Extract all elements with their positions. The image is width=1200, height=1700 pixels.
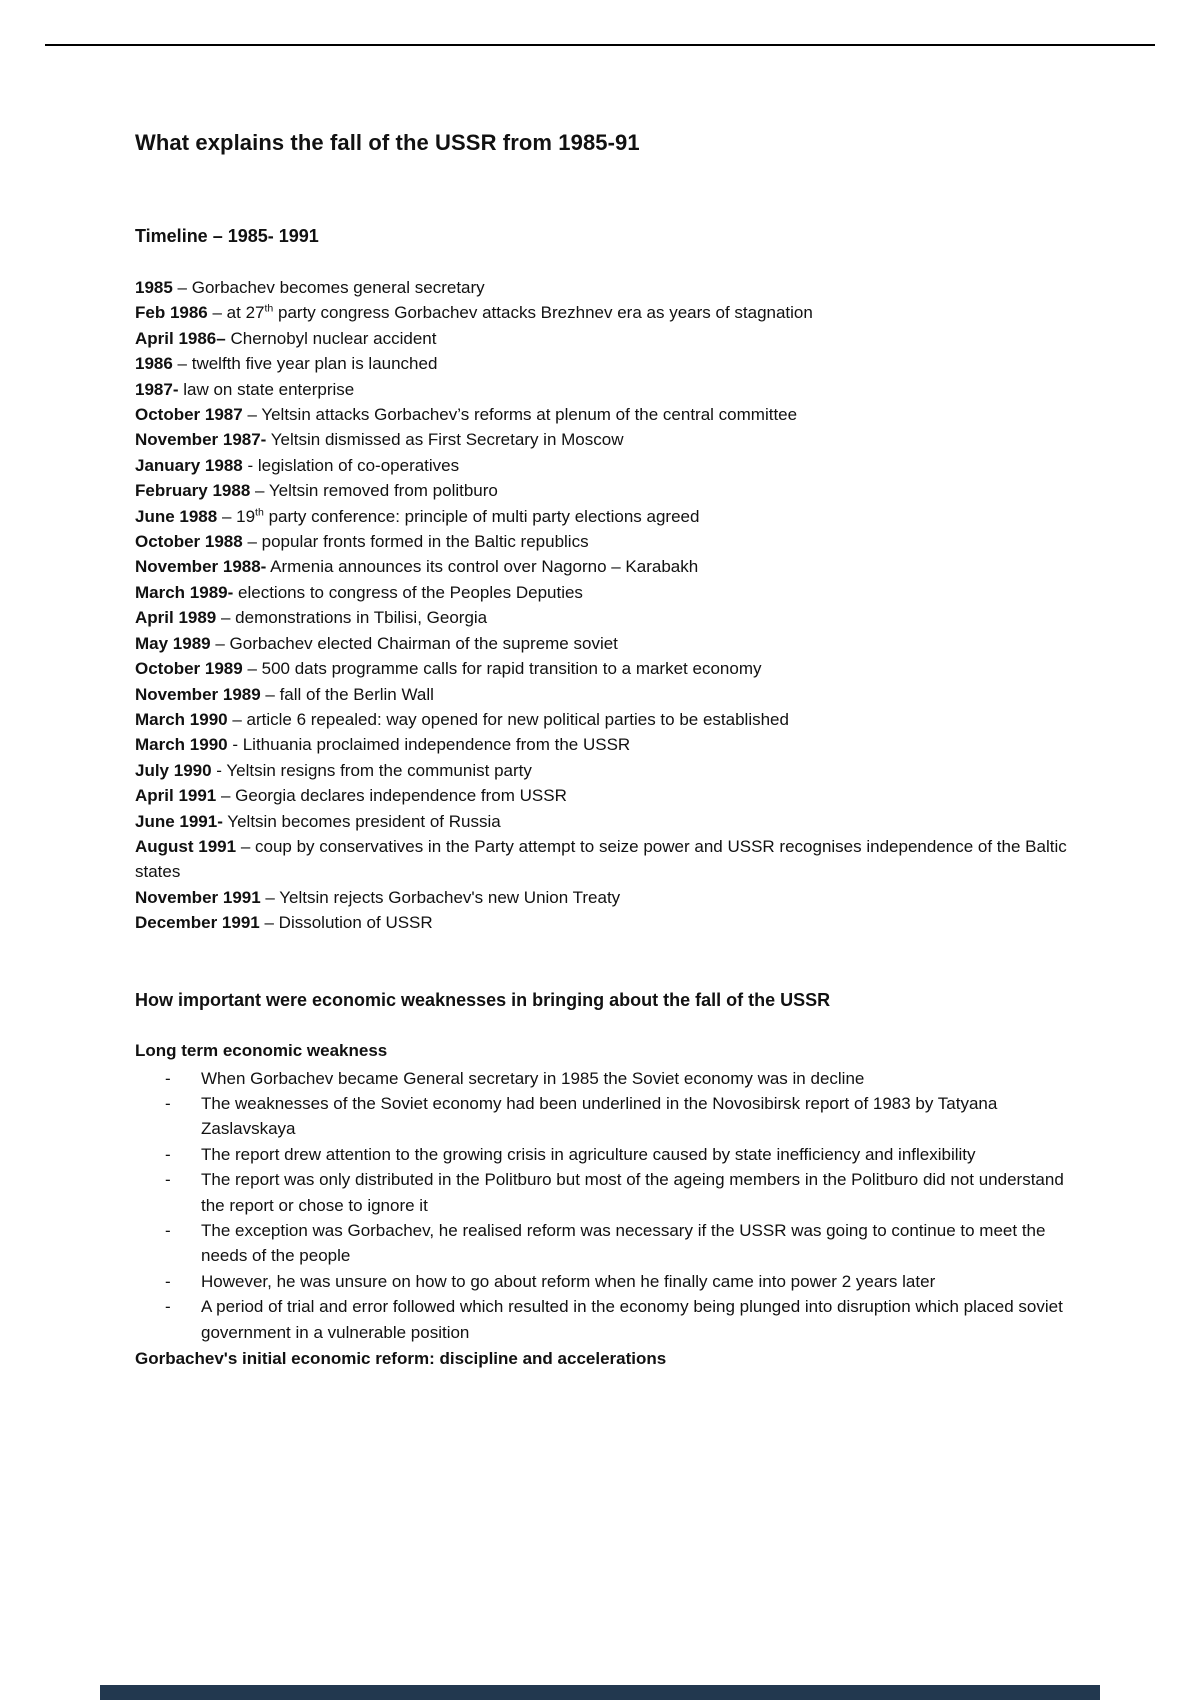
timeline-text: – coup by conservatives in the Party attempt to seize power and USSR recognises independence of the Baltic states xyxy=(135,836,1067,882)
bullet-text: The report was only distributed in the Politburo but most of the ageing members in the Politburo did not understand the report or chose to ignore it xyxy=(201,1170,1064,1215)
timeline-text: Yeltsin dismissed as First Secretary in Moscow xyxy=(266,430,624,450)
timeline-date: November 1991 xyxy=(135,887,261,907)
timeline-text: – Georgia declares independence from USSR xyxy=(216,786,567,806)
timeline-date: January 1988 xyxy=(135,455,243,475)
bottom-bar xyxy=(100,1685,1100,1700)
timeline-text: party congress Gorbachev attacks Brezhnev era as years of stagnation xyxy=(273,303,813,323)
timeline-date: October 1989 xyxy=(135,659,243,679)
timeline-entry xyxy=(135,453,1067,478)
timeline-date: June 1988 xyxy=(135,506,218,526)
document-page xyxy=(135,0,1067,1371)
bullet-item xyxy=(135,1294,1067,1345)
timeline-text: party conference: principle of multi party elections agreed xyxy=(263,506,700,526)
timeline-text: – Dissolution of USSR xyxy=(259,913,433,933)
bullet-text: When Gorbachev became General secretary in 1985 the Soviet economy was in decline xyxy=(201,1068,865,1088)
timeline-date: 1987- xyxy=(135,379,179,399)
timeline-entry xyxy=(135,656,1067,681)
timeline-entry xyxy=(135,504,1067,529)
timeline-entry xyxy=(135,377,1067,402)
bullet-item xyxy=(135,1167,1067,1218)
timeline-date: March 1990 xyxy=(135,735,228,755)
timeline-entry xyxy=(135,300,1067,325)
timeline-date: May 1989 xyxy=(135,633,211,653)
timeline-entry xyxy=(135,478,1067,503)
timeline-date: November 1987- xyxy=(135,430,267,450)
timeline-text: – at 27 xyxy=(207,303,265,323)
timeline-entry xyxy=(135,326,1067,351)
timeline-date: March 1989- xyxy=(135,582,234,602)
bullet-marker: - xyxy=(165,1170,171,1190)
timeline-text: – 500 dats programme calls for rapid transition to a market economy xyxy=(242,659,762,679)
timeline-text: – Yeltsin attacks Gorbachev’s reforms at plenum of the central committee xyxy=(242,405,798,425)
timeline-text: – twelfth five year plan is launched xyxy=(172,354,438,374)
timeline-text: – Yeltsin removed from politburo xyxy=(250,481,498,501)
timeline-text: – fall of the Berlin Wall xyxy=(260,684,434,704)
timeline-entry xyxy=(135,580,1067,605)
timeline-date: Feb 1986 xyxy=(135,303,208,323)
bullet-item xyxy=(135,1091,1067,1142)
bullet-item xyxy=(135,1269,1067,1294)
timeline-entry xyxy=(135,554,1067,579)
timeline-heading: Timeline – 1985- 1991 xyxy=(135,226,319,246)
timeline-entry xyxy=(135,885,1067,910)
timeline-date: 1986 xyxy=(135,354,173,374)
timeline-date: October 1987 xyxy=(135,405,243,425)
bullet-text: The exception was Gorbachev, he realised reform was necessary if the USSR was going to continue to meet the needs of the people xyxy=(201,1221,1046,1266)
timeline-text: – 19 xyxy=(217,506,256,526)
timeline-superscript: th xyxy=(264,302,274,315)
bullet-text: However, he was unsure on how to go about reform when he finally came into power 2 years later xyxy=(201,1271,936,1291)
timeline-date: March 1990 xyxy=(135,709,228,729)
timeline-text: law on state enterprise xyxy=(178,379,355,399)
timeline-entry xyxy=(135,682,1067,707)
timeline-date: November 1988- xyxy=(135,557,267,577)
timeline-entry xyxy=(135,758,1067,783)
timeline-entry xyxy=(135,732,1067,757)
bullet-text: A period of trial and error followed which resulted in the economy being plunged into disruption which placed soviet government in a vulnerable position xyxy=(201,1297,1063,1342)
timeline-date: April 1986– xyxy=(135,328,226,348)
timeline-date: 1985 xyxy=(135,278,173,297)
timeline-entry xyxy=(135,809,1067,834)
timeline-text: – Gorbachev elected Chairman of the supreme soviet xyxy=(210,633,618,653)
timeline-date: February 1988 xyxy=(135,481,251,501)
bullet-marker: - xyxy=(165,1297,171,1317)
bullet-marker: - xyxy=(165,1068,171,1088)
bullet-item xyxy=(135,1142,1067,1167)
bullet-item xyxy=(135,1066,1067,1091)
timeline-date: April 1989 xyxy=(135,608,217,628)
bullet-text: The report drew attention to the growing crisis in agriculture caused by state inefficiency and inflexibility xyxy=(201,1144,976,1164)
timeline-entry xyxy=(135,631,1067,656)
timeline-text: - legislation of co-operatives xyxy=(242,455,460,475)
closing-bold-line: Gorbachev's initial economic reform: discipline and accelerations xyxy=(135,1349,667,1369)
bullet-list xyxy=(135,1066,1067,1345)
timeline-date: November 1989 xyxy=(135,684,261,704)
timeline-date: July 1990 xyxy=(135,760,212,780)
timeline-text: Yeltsin becomes president of Russia xyxy=(222,811,501,831)
timeline-entry xyxy=(135,351,1067,376)
timeline-entry xyxy=(135,834,1067,885)
timeline-text: elections to congress of the Peoples Deputies xyxy=(233,582,583,602)
timeline-entry xyxy=(135,275,1067,300)
timeline-text: – article 6 repealed: way opened for new political parties to be established xyxy=(227,709,789,729)
timeline-text: – demonstrations in Tbilisi, Georgia xyxy=(216,608,488,628)
timeline-list xyxy=(135,275,1067,936)
timeline-superscript: th xyxy=(255,506,264,518)
timeline-date: December 1991 xyxy=(135,913,260,933)
bullet-item xyxy=(135,1218,1067,1269)
timeline-entry xyxy=(135,783,1067,808)
timeline-text: - Lithuania proclaimed independence from the USSR xyxy=(227,735,631,755)
timeline-entry xyxy=(135,529,1067,554)
timeline-text: – Gorbachev becomes general secretary xyxy=(172,278,485,297)
timeline-text: – popular fronts formed in the Baltic republics xyxy=(242,532,589,552)
timeline-date: April 1991 xyxy=(135,786,217,806)
bullet-marker: - xyxy=(165,1271,171,1291)
timeline-entry xyxy=(135,707,1067,732)
timeline-date: October 1988 xyxy=(135,532,243,552)
timeline-text: Armenia announces its control over Nagorno – Karabakh xyxy=(266,557,699,577)
timeline-entry xyxy=(135,605,1067,630)
bullet-text: The weaknesses of the Soviet economy had been underlined in the Novosibirsk report of 1983 by Tatyana Zaslavskaya xyxy=(201,1093,998,1139)
bullet-marker: - xyxy=(165,1221,171,1240)
timeline-date: August 1991 xyxy=(135,836,237,856)
timeline-entry xyxy=(135,402,1067,427)
bullet-marker: - xyxy=(165,1144,171,1164)
timeline-text: Chernobyl nuclear accident xyxy=(225,328,437,348)
section-subheading: Long term economic weakness xyxy=(135,1040,388,1060)
timeline-date: June 1991- xyxy=(135,811,223,831)
page-title: What explains the fall of the USSR from 1985-91 xyxy=(135,130,640,155)
bullet-marker: - xyxy=(165,1093,171,1113)
section-heading: How important were economic weaknesses in bringing about the fall of the USSR xyxy=(135,989,831,1010)
timeline-entry xyxy=(135,427,1067,452)
timeline-entry xyxy=(135,910,1067,935)
timeline-text: – Yeltsin rejects Gorbachev's new Union Treaty xyxy=(260,887,621,907)
timeline-text: - Yeltsin resigns from the communist party xyxy=(211,760,532,780)
